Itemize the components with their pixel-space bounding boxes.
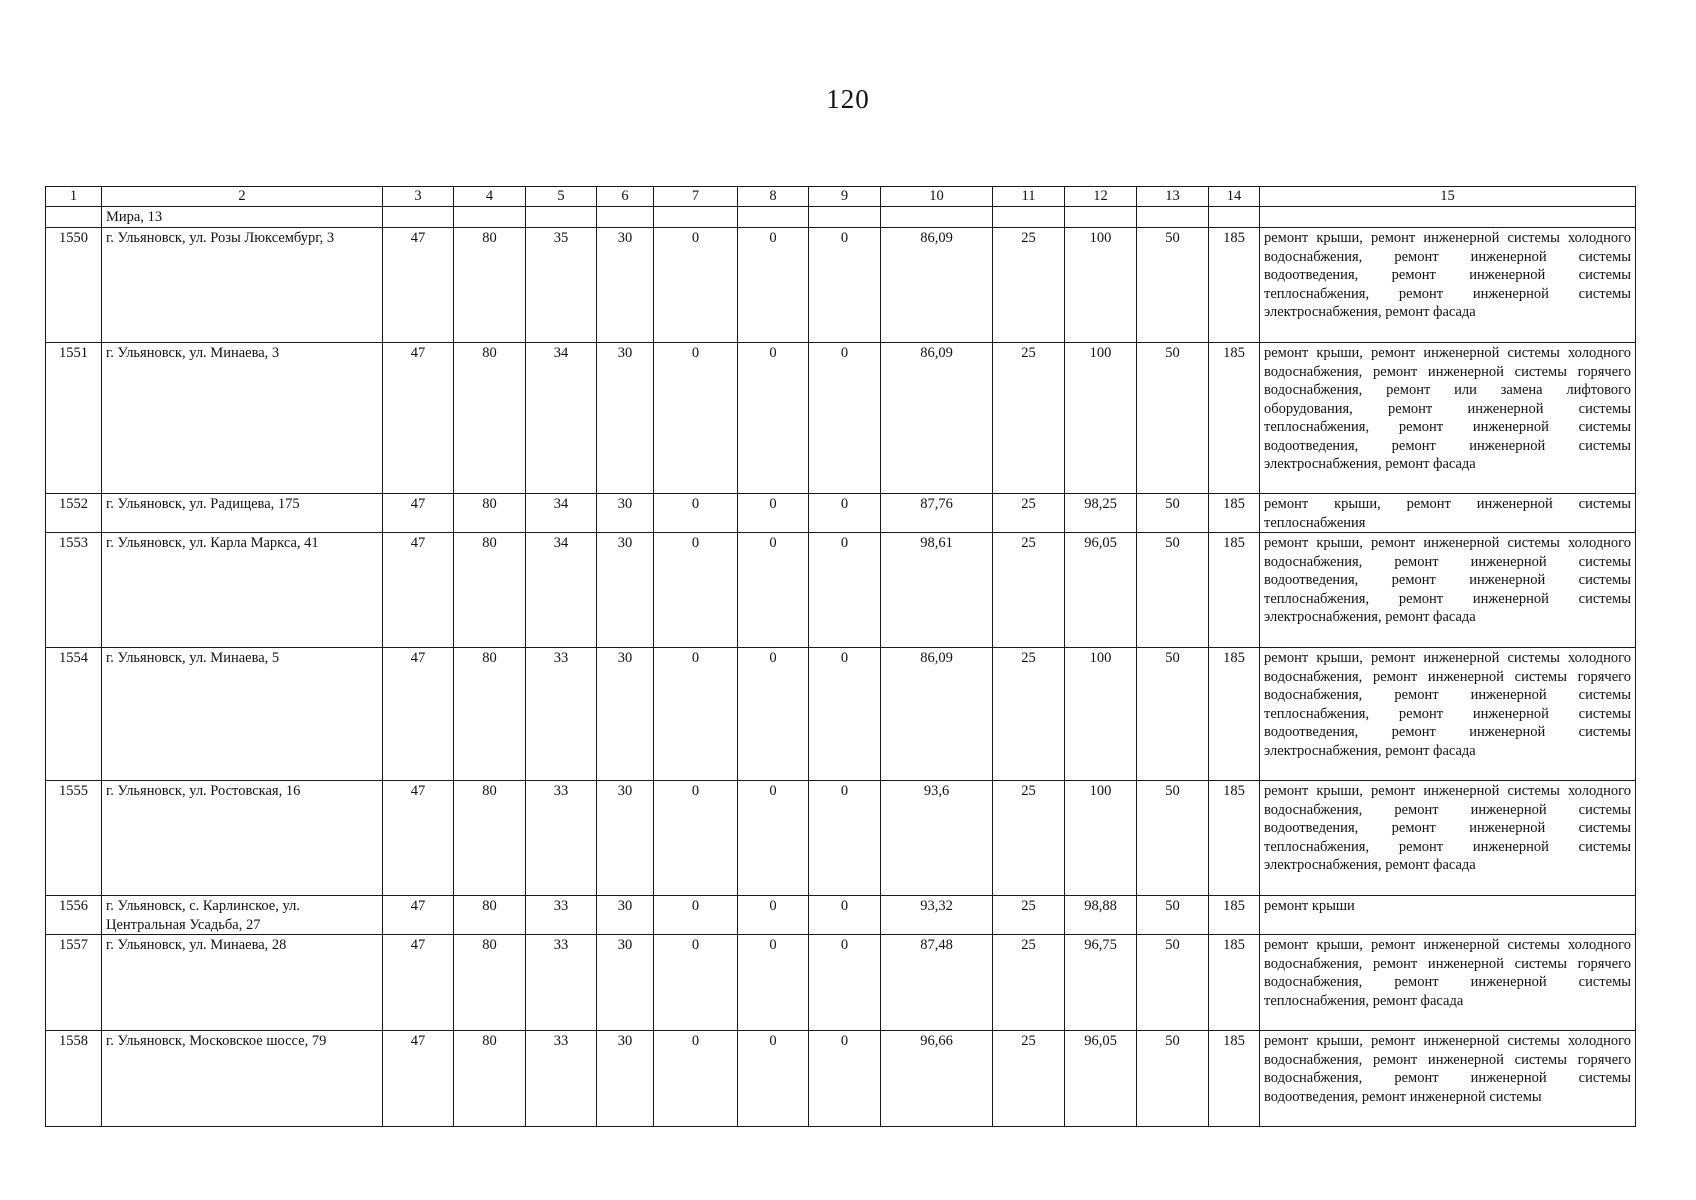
- value-cell-col-4: 80: [454, 228, 526, 343]
- column-header-4: 4: [454, 187, 526, 207]
- column-header-11: 11: [993, 187, 1065, 207]
- value-cell-col-14: 185: [1209, 533, 1260, 648]
- value-cell-col-7: 0: [654, 228, 738, 343]
- row-number-cell: 1556: [46, 896, 102, 935]
- row-number-cell: 1552: [46, 494, 102, 533]
- value-cell-col-6: 30: [597, 1031, 654, 1127]
- works-cell: ремонт крыши, ремонт инженерной системы холодного водоснабжения, ремонт инженерной системы горячего водоснабжения, ремонт инженерной системы теплоснабжения, ремонт инженерной системы водоотведения, ремонт инженерной системы электроснабжения, ремонт фасада: [1260, 648, 1636, 781]
- value-cell-col-10: 87,48: [881, 935, 993, 1031]
- value-cell-col-13: 50: [1137, 648, 1209, 781]
- column-number-header: [46, 187, 1636, 207]
- column-header-7: 7: [654, 187, 738, 207]
- address-cell: г. Ульяновск, ул. Карла Маркса, 41: [102, 533, 383, 648]
- value-cell-col-5: 33: [526, 648, 597, 781]
- value-cell-col-14: 185: [1209, 1031, 1260, 1127]
- value-cell-col-4: 80: [454, 896, 526, 935]
- value-cell-col-7: 0: [654, 648, 738, 781]
- row-number-cell: 1553: [46, 533, 102, 648]
- value-cell-col-11: 25: [993, 228, 1065, 343]
- value-cell-col-5: 34: [526, 494, 597, 533]
- value-cell-col-14: 185: [1209, 896, 1260, 935]
- value-cell-col-12: 96,05: [1065, 1031, 1137, 1127]
- value-cell-col-3: 47: [383, 781, 454, 896]
- table-row: [46, 896, 1636, 935]
- address-cell: г. Ульяновск, ул. Минаева, 5: [102, 648, 383, 781]
- value-cell-col-10: 86,09: [881, 228, 993, 343]
- column-header-3: 3: [383, 187, 454, 207]
- column-header-14: 14: [1209, 187, 1260, 207]
- row-number-cell: 1554: [46, 648, 102, 781]
- table-row: [46, 533, 1636, 648]
- value-cell-col-3: 47: [383, 648, 454, 781]
- value-cell-col-7: 0: [654, 781, 738, 896]
- value-cell-col-6: 30: [597, 935, 654, 1031]
- value-cell-col-3: 47: [383, 494, 454, 533]
- works-cell: ремонт крыши, ремонт инженерной системы холодного водоснабжения, ремонт инженерной системы водоотведения, ремонт инженерной системы теплоснабжения, ремонт инженерной системы электроснабжения, ремонт фасада: [1260, 228, 1636, 343]
- address-cell: г. Ульяновск, с. Карлинское, ул. Центральная Усадьба, 27: [102, 896, 383, 935]
- value-cell-col-6: 30: [597, 648, 654, 781]
- value-cell-col-5: 34: [526, 533, 597, 648]
- value-cell-col-5: 33: [526, 1031, 597, 1127]
- value-cell-col-10: 93,32: [881, 896, 993, 935]
- works-cell: ремонт крыши, ремонт инженерной системы холодного водоснабжения, ремонт инженерной системы водоотведения, ремонт инженерной системы теплоснабжения, ремонт инженерной системы электроснабжения, ремонт фасада: [1260, 781, 1636, 896]
- value-cell-col-10: 96,66: [881, 1031, 993, 1127]
- value-cell-col-8: 0: [738, 935, 809, 1031]
- value-cell-col-3: 47: [383, 896, 454, 935]
- value-cell-col-5: 33: [526, 781, 597, 896]
- value-cell-col-7: 0: [654, 935, 738, 1031]
- table-row: [46, 935, 1636, 1031]
- value-cell-col-11: 25: [993, 781, 1065, 896]
- value-cell-col-13: 50: [1137, 896, 1209, 935]
- value-cell-col-4: 80: [454, 494, 526, 533]
- value-cell-col-11: 25: [993, 896, 1065, 935]
- value-cell-col-8: 0: [738, 228, 809, 343]
- value-cell-col-11: 25: [993, 533, 1065, 648]
- value-cell-col-5: 33: [526, 896, 597, 935]
- value-cell-col-14: 185: [1209, 935, 1260, 1031]
- value-cell-col-4: 80: [454, 1031, 526, 1127]
- value-cell-col-12: 100: [1065, 228, 1137, 343]
- value-cell-col-13: 50: [1137, 781, 1209, 896]
- value-cell-col-8: 0: [738, 781, 809, 896]
- value-cell-col-7: 0: [654, 896, 738, 935]
- page-number: 120: [826, 84, 870, 114]
- works-cell: ремонт крыши: [1260, 896, 1636, 935]
- value-cell-col-9: 0: [809, 228, 881, 343]
- continuation-row: [46, 207, 1636, 228]
- value-cell-col-14: 185: [1209, 781, 1260, 896]
- value-cell-col-12: 100: [1065, 781, 1137, 896]
- value-cell-col-7: 0: [654, 1031, 738, 1127]
- value-cell-col-14: 185: [1209, 228, 1260, 343]
- value-cell-col-13: 50: [1137, 228, 1209, 343]
- column-header-1: 1: [46, 187, 102, 207]
- value-cell-col-8: 0: [738, 1031, 809, 1127]
- value-cell-col-7: 0: [654, 494, 738, 533]
- value-cell-col-8: 0: [738, 533, 809, 648]
- row-number-cell: 1555: [46, 781, 102, 896]
- value-cell-col-12: 98,25: [1065, 494, 1137, 533]
- value-cell-col-4: 80: [454, 533, 526, 648]
- address-cell: г. Ульяновск, ул. Минаева, 3: [102, 343, 383, 494]
- value-cell-col-6: 30: [597, 781, 654, 896]
- value-cell-col-11: 25: [993, 648, 1065, 781]
- table-row: [46, 781, 1636, 896]
- value-cell-col-11: 25: [993, 343, 1065, 494]
- value-cell-col-13: 50: [1137, 935, 1209, 1031]
- address-cell: г. Ульяновск, ул. Минаева, 28: [102, 935, 383, 1031]
- value-cell-col-6: 30: [597, 494, 654, 533]
- value-cell-col-7: 0: [654, 533, 738, 648]
- value-cell-col-10: 86,09: [881, 648, 993, 781]
- value-cell-col-13: 50: [1137, 343, 1209, 494]
- value-cell-col-13: 50: [1137, 533, 1209, 648]
- value-cell-col-11: 25: [993, 494, 1065, 533]
- table-row: [46, 494, 1636, 533]
- value-cell-col-4: 80: [454, 343, 526, 494]
- value-cell-col-4: 80: [454, 935, 526, 1031]
- value-cell-col-6: 30: [597, 896, 654, 935]
- address-cell: г. Ульяновск, Московское шоссе, 79: [102, 1031, 383, 1127]
- value-cell-col-10: 86,09: [881, 343, 993, 494]
- column-header-12: 12: [1065, 187, 1137, 207]
- value-cell-col-11: 25: [993, 1031, 1065, 1127]
- value-cell-col-9: 0: [809, 781, 881, 896]
- row-number-cell: 1557: [46, 935, 102, 1031]
- value-cell-col-6: 30: [597, 343, 654, 494]
- value-cell-col-8: 0: [738, 896, 809, 935]
- value-cell-col-9: 0: [809, 935, 881, 1031]
- column-header-13: 13: [1137, 187, 1209, 207]
- value-cell-col-9: 0: [809, 896, 881, 935]
- column-header-10: 10: [881, 187, 993, 207]
- value-cell-col-8: 0: [738, 648, 809, 781]
- address-cell: г. Ульяновск, ул. Радищева, 175: [102, 494, 383, 533]
- value-cell-col-14: 185: [1209, 648, 1260, 781]
- column-header-6: 6: [597, 187, 654, 207]
- address-cell: Мира, 13: [102, 207, 383, 228]
- value-cell-col-7: 0: [654, 343, 738, 494]
- value-cell-col-5: 33: [526, 935, 597, 1031]
- value-cell-col-4: 80: [454, 648, 526, 781]
- row-number-cell: 1550: [46, 228, 102, 343]
- value-cell-col-5: 35: [526, 228, 597, 343]
- value-cell-col-9: 0: [809, 533, 881, 648]
- column-header-9: 9: [809, 187, 881, 207]
- value-cell-col-8: 0: [738, 343, 809, 494]
- value-cell-col-12: 98,88: [1065, 896, 1137, 935]
- value-cell-col-8: 0: [738, 494, 809, 533]
- column-header-2: 2: [102, 187, 383, 207]
- value-cell-col-6: 30: [597, 533, 654, 648]
- table-row: [46, 228, 1636, 343]
- value-cell-col-13: 50: [1137, 494, 1209, 533]
- works-cell: ремонт крыши, ремонт инженерной системы холодного водоснабжения, ремонт инженерной системы горячего водоснабжения, ремонт инженерной системы водоотведения, ремонт инженерной системы: [1260, 1031, 1636, 1127]
- cell-no: [46, 207, 102, 228]
- value-cell-col-10: 93,6: [881, 781, 993, 896]
- value-cell-col-5: 34: [526, 343, 597, 494]
- value-cell-col-9: 0: [809, 1031, 881, 1127]
- column-header-8: 8: [738, 187, 809, 207]
- value-cell-col-10: 87,76: [881, 494, 993, 533]
- works-cell: ремонт крыши, ремонт инженерной системы холодного водоснабжения, ремонт инженерной системы горячего водоснабжения, ремонт или замена лифтового оборудования, ремонт инженерной системы теплоснабжения, ремонт инженерной системы водоотведения, ремонт инженерной системы электроснабжения, ремонт фасада: [1260, 343, 1636, 494]
- value-cell-col-14: 185: [1209, 343, 1260, 494]
- value-cell-col-12: 100: [1065, 343, 1137, 494]
- value-cell-col-11: 25: [993, 935, 1065, 1031]
- address-cell: г. Ульяновск, ул. Ростовская, 16: [102, 781, 383, 896]
- value-cell-col-3: 47: [383, 1031, 454, 1127]
- value-cell-col-3: 47: [383, 533, 454, 648]
- value-cell-col-9: 0: [809, 343, 881, 494]
- value-cell-col-4: 80: [454, 781, 526, 896]
- value-cell-col-3: 47: [383, 228, 454, 343]
- column-header-15: 15: [1260, 187, 1636, 207]
- works-cell: ремонт крыши, ремонт инженерной системы холодного водоснабжения, ремонт инженерной системы горячего водоснабжения, ремонт инженерной системы теплоснабжения, ремонт фасада: [1260, 935, 1636, 1031]
- value-cell-col-3: 47: [383, 343, 454, 494]
- value-cell-col-14: 185: [1209, 494, 1260, 533]
- repair-program-table: [45, 186, 1636, 1127]
- value-cell-col-12: 96,75: [1065, 935, 1137, 1031]
- row-number-cell: 1558: [46, 1031, 102, 1127]
- works-cell: ремонт крыши, ремонт инженерной системы холодного водоснабжения, ремонт инженерной системы водоотведения, ремонт инженерной системы теплоснабжения, ремонт инженерной системы электроснабжения, ремонт фасада: [1260, 533, 1636, 648]
- works-cell: ремонт крыши, ремонт инженерной системы теплоснабжения: [1260, 494, 1636, 533]
- value-cell-col-12: 100: [1065, 648, 1137, 781]
- table-row: [46, 1031, 1636, 1127]
- value-cell-col-3: 47: [383, 935, 454, 1031]
- address-cell: г. Ульяновск, ул. Розы Люксембург, 3: [102, 228, 383, 343]
- column-header-5: 5: [526, 187, 597, 207]
- value-cell-col-13: 50: [1137, 1031, 1209, 1127]
- value-cell-col-9: 0: [809, 648, 881, 781]
- value-cell-col-6: 30: [597, 228, 654, 343]
- table-body: [46, 207, 1636, 1127]
- row-number-cell: 1551: [46, 343, 102, 494]
- value-cell-col-10: 98,61: [881, 533, 993, 648]
- value-cell-col-9: 0: [809, 494, 881, 533]
- value-cell-col-12: 96,05: [1065, 533, 1137, 648]
- table-row: [46, 343, 1636, 494]
- table-row: [46, 648, 1636, 781]
